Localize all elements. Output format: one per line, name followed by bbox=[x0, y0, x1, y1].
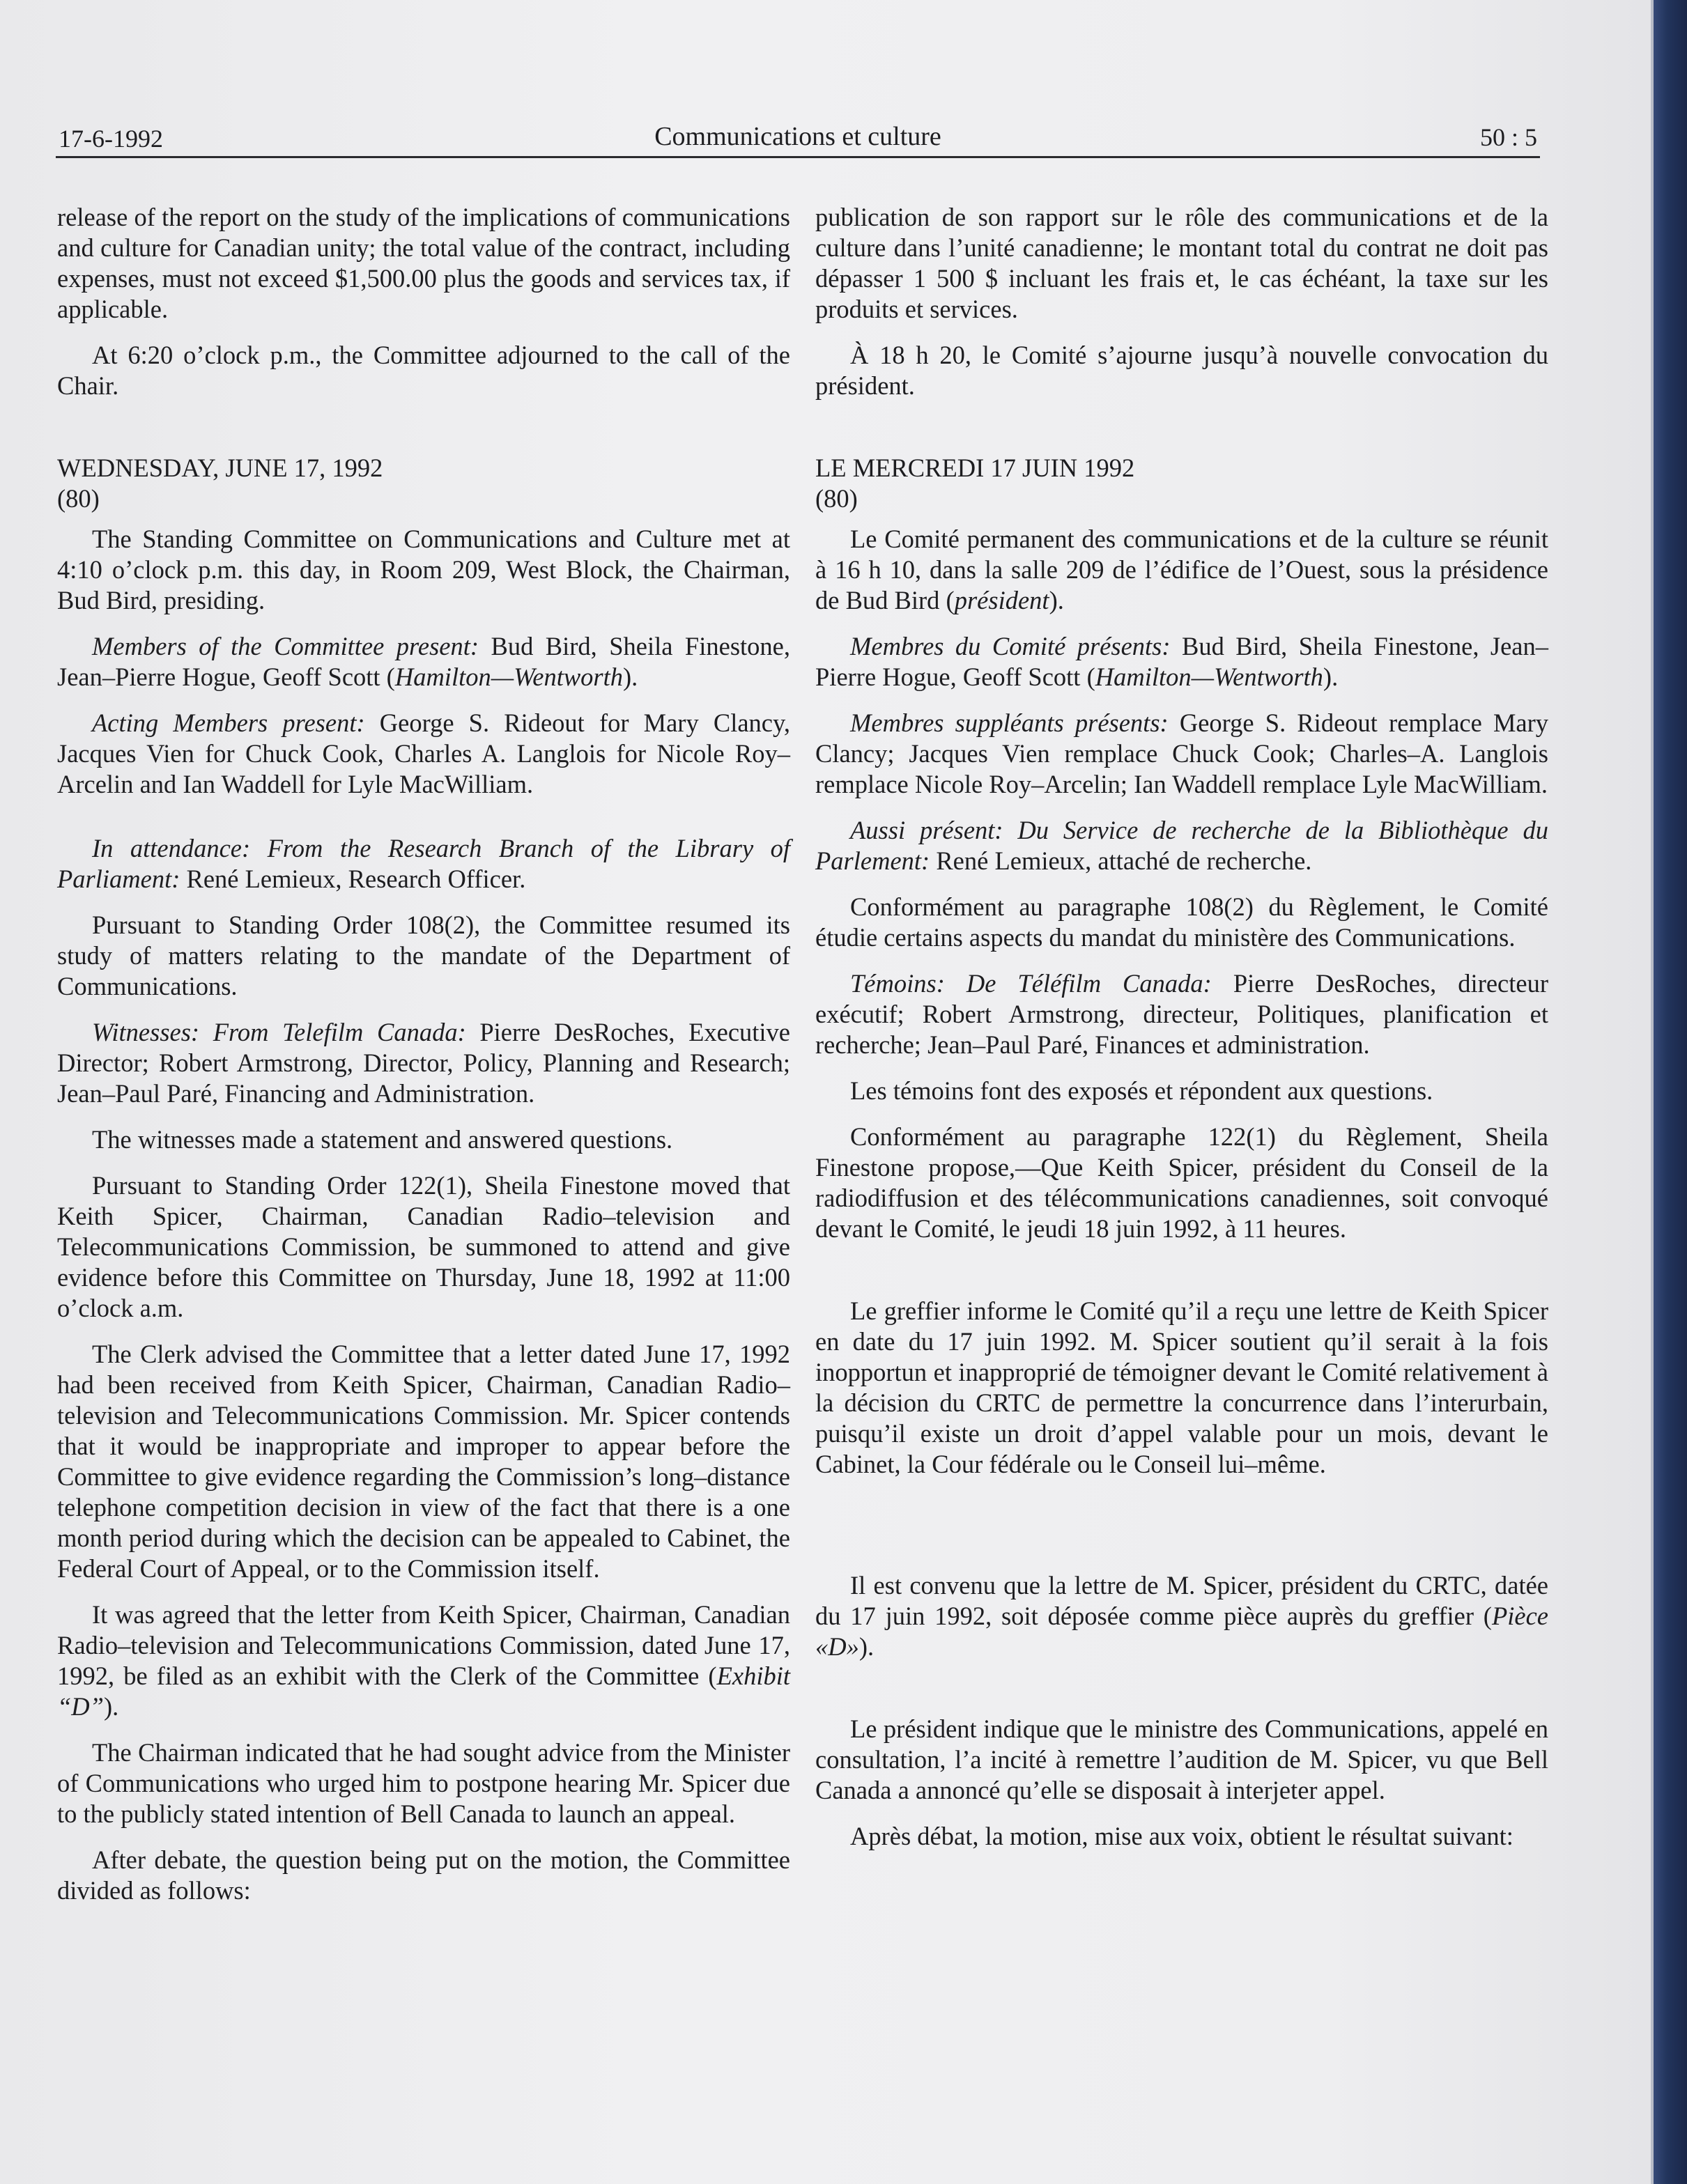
paragraph: Pursuant to Standing Order 108(2), the Committee resumed its study of matters relating to the mandate of the Department of Communications. bbox=[57, 911, 790, 1000]
paragraph: The Chairman indicated that he had sought advice from the Minister of Communications who urged him to postpone hearing Mr. Spicer due to the publicly stated intention of Bell Canada to launch an appeal. bbox=[57, 1738, 790, 1828]
paragraph: À 18 h 20, le Comité s’ajourne jusqu’à nouvelle convocation du président. bbox=[815, 341, 1548, 400]
page-header bbox=[56, 110, 1540, 158]
paragraph: The witnesses made a statement and answered questions. bbox=[92, 1125, 673, 1154]
acting-members: Membres suppléants présents: George S. Rideout remplace Mary Clancy; Jacques Vien remplace Chuck Cook; Charles–A. Langlois remplace Nicole Roy–Arcelin; Ian Waddell remplace Lyle MacWilliam. bbox=[815, 708, 1548, 798]
paragraph: Pursuant to Standing Order 122(1), Sheila Finestone moved that Keith Spicer, Chairman, Canadian Radio–television and Telecommunications Commission, be summoned to attend and give evidence before this Committee on Thursday, June 18, 1992 at 11:00 o’clock a.m. bbox=[57, 1171, 790, 1322]
header-page-number: 50 : 5 bbox=[1479, 123, 1537, 151]
paragraph: Il est convenu que la lettre de M. Spicer, président du CRTC, datée du 17 juin 1992, soit déposée comme pièce auprès du greffier (Pièce «D»). bbox=[815, 1571, 1548, 1661]
meeting-number: (80) bbox=[815, 484, 858, 513]
acting-members: Acting Members present: George S. Rideout for Mary Clancy, Jacques Vien for Chuck Cook, Charles A. Langlois for Nicole Roy–Arcelin and Ian Waddell for Lyle MacWilliam. bbox=[57, 708, 790, 798]
english-column bbox=[57, 202, 790, 1921]
header-title: Communications et culture bbox=[654, 122, 941, 151]
paragraph: Conformément au paragraphe 108(2) du Règlement, le Comité étudie certains aspects du mandat du ministère des Communications. bbox=[815, 892, 1548, 952]
paragraph: The Clerk advised the Committee that a letter dated June 17, 1992 had been received from Keith Spicer, Chairman, Canadian Radio–television and Telecommunications Commission. Mr. Spicer contends that it would be inappropriate and improper to appear before the Committee to give evidence regarding the Commission’s long–distance telephone competition decision in view of the fact that there is a one month period during which the decision can be appealed to Cabinet, the Federal Court of Appeal, or to the Commission itself. bbox=[57, 1340, 790, 1583]
meeting-number: (80) bbox=[57, 484, 100, 513]
paragraph: At 6:20 o’clock p.m., the Committee adjourned to the call of the Chair. bbox=[57, 341, 790, 400]
paragraph: publication de son rapport sur le rôle des communications et de la culture dans l’unité canadienne; le montant total du contrat ne doit pas dépasser 1 500 $ incluant les frais et, le cas échéant, la taxe sur les produits et services. bbox=[815, 203, 1548, 323]
paragraph: Conformément au paragraphe 122(1) du Règlement, Sheila Finestone propose,—Que Keith Spicer, président du Conseil de la radiodiffusion et des télécommunications canadiennes, soit convoqué devant le Comité, le jeudi 18 juin 1992, à 11 heures. bbox=[815, 1122, 1548, 1243]
book-binding bbox=[1651, 0, 1687, 2184]
paragraph: Après débat, la motion, mise aux voix, obtient le résultat suivant: bbox=[850, 1822, 1513, 1850]
french-column bbox=[815, 202, 1548, 1867]
meeting-date: LE MERCREDI 17 JUIN 1992 bbox=[815, 454, 1135, 482]
in-attendance: In attendance: From the Research Branch of the Library of Parliament: René Lemieux, Research Officer. bbox=[57, 834, 790, 893]
meeting-heading bbox=[57, 453, 790, 514]
meeting-date: WEDNESDAY, JUNE 17, 1992 bbox=[57, 454, 383, 482]
paragraph: The Standing Committee on Communications and Culture met at 4:10 o’clock p.m. this day, in Room 209, West Block, the Chairman, Bud Bird, presiding. bbox=[57, 525, 790, 614]
paragraph: After debate, the question being put on the motion, the Committee divided as follows: bbox=[57, 1845, 790, 1905]
members-present: Membres du Comité présents: Bud Bird, Sheila Finestone, Jean–Pierre Hogue, Geoff Scott (Hamilton—Wentworth). bbox=[815, 632, 1549, 691]
paragraph: Les témoins font des exposés et répondent aux questions. bbox=[850, 1076, 1433, 1105]
meeting-heading bbox=[815, 453, 1548, 514]
paragraph: Le Comité permanent des communications et de la culture se réunit à 16 h 10, dans la salle 209 de l’édifice de l’Ouest, sous la présidence de Bud Bird (président). bbox=[815, 525, 1548, 614]
paragraph: Le greffier informe le Comité qu’il a reçu une lettre de Keith Spicer en date du 17 juin 1992. M. Spicer soutient qu’il serait à la fois inopportun et inapproprié de témoigner devant le Comité relativement à la décision du CRTC de permettre la concurrence dans l’interurbain, puisqu’il existe un droit d’appel valable pour un mois, devant le Cabinet, la Cour fédérale ou le Conseil lui–même. bbox=[815, 1296, 1548, 1478]
witnesses: Témoins: De Téléfilm Canada: Pierre DesRoches, directeur exécutif; Robert Armstrong, directeur, Politiques, planification et recherche; Jean–Paul Paré, Finances et administration. bbox=[815, 969, 1549, 1059]
paragraph: Le président indique que le ministre des Communications, appelé en consultation, l’a incité à remettre l’audition de M. Spicer, vu que Bell Canada a annoncé qu’elle se disposait à interjeter appel. bbox=[815, 1714, 1548, 1804]
paragraph: It was agreed that the letter from Keith Spicer, Chairman, Canadian Radio–television and Telecommunications Commission, dated June 17, 1992, be filed as an exhibit with the Clerk of the Committee (Exhibit “D”). bbox=[57, 1600, 790, 1721]
members-present: Members of the Committee present: Bud Bird, Sheila Finestone, Jean–Pierre Hogue, Geoff Scott (Hamilton—Wentworth). bbox=[57, 632, 790, 691]
paragraph: release of the report on the study of the implications of communications and culture for Canadian unity; the total value of the contract, including expenses, must not exceed $1,500.00 plus the goods and services tax, if applicable. bbox=[57, 203, 790, 323]
in-attendance: Aussi présent: Du Service de recherche de la Bibliothèque du Parlement: René Lemieux, attaché de recherche. bbox=[815, 816, 1548, 875]
witnesses: Witnesses: From Telefilm Canada: Pierre DesRoches, Executive Director; Robert Armstrong, Director, Policy, Planning and Research; Jean–Paul Paré, Financing and Administration. bbox=[57, 1018, 791, 1108]
header-date: 17-6-1992 bbox=[59, 125, 163, 153]
